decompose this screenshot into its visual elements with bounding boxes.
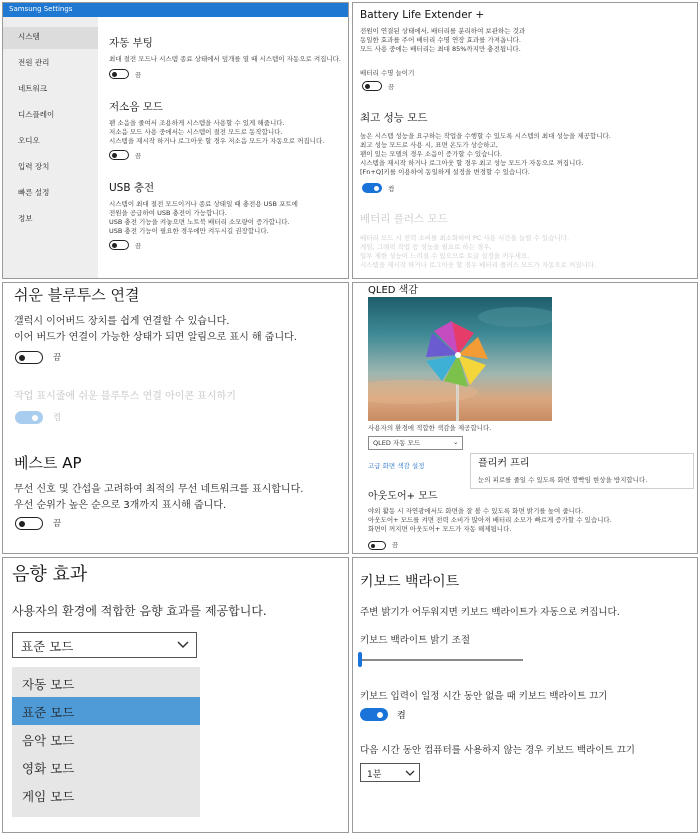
ble-toggle-label: 배터리 수명 늘이기 [360, 69, 415, 77]
chevron-down-icon: ⌄ [453, 438, 459, 446]
window-title: Samsung Settings [9, 5, 73, 13]
max-perf-state: 켬 [388, 185, 395, 193]
ble-state: 끔 [388, 83, 395, 91]
pinwheel-illustration [368, 297, 552, 421]
sound-effect-title: 음향 효과 [12, 564, 88, 585]
kb-backlight-desc: 주변 밝기가 어두워지면 키보드 백라이트가 자동으로 켜집니다. [360, 607, 620, 618]
outdoor-state: 끔 [392, 541, 399, 549]
battery-plus-title: 배터리 플러스 모드 [360, 213, 448, 225]
chevron-down-icon [177, 641, 189, 649]
best-ap-toggle[interactable] [15, 517, 43, 530]
low-noise-state: 끔 [135, 152, 142, 160]
kb-idle-state: 켬 [397, 711, 406, 721]
usb-charge-title: USB 충전 [109, 182, 155, 194]
sidebar-item-audio[interactable]: 오디오 [18, 136, 40, 145]
sidebar-item-system[interactable]: 시스템 [18, 32, 40, 41]
sound-mode-value: 표준 모드 [21, 639, 74, 654]
usb-charge-desc-2: 전원을 공급하여 USB 충전이 가능합니다. [109, 209, 227, 217]
pinwheel-preview-image [368, 297, 552, 421]
taskbar-icon-state: 켬 [53, 413, 62, 423]
sidebar-item-about[interactable]: 정보 [18, 214, 33, 223]
sound-option-music[interactable]: 음악 모드 [22, 733, 75, 748]
sidebar-item-network[interactable]: 네트워크 [18, 84, 47, 93]
max-perf-desc-4: 시스템을 재시작 하거나 로그아웃 할 경우 최고 성능 모드가 자동으로 꺼집니다. [360, 159, 584, 167]
ble-desc-1: 전원이 연결된 상태에서, 배터리를 분리하여 보관하는 것과 [360, 27, 526, 35]
sound-effect-desc: 사용자의 환경에 적합한 음향 효과를 제공합니다. [12, 604, 267, 618]
best-ap-desc-1: 무선 신호 및 간섭을 고려하여 최적의 무선 네트워크를 표시합니다. [14, 484, 304, 495]
ble-toggle[interactable] [362, 81, 382, 91]
advanced-color-link[interactable]: 고급 화면 색감 설정 [368, 462, 425, 470]
sound-option-auto[interactable]: 자동 모드 [22, 677, 75, 692]
max-perf-title: 최고 성능 모드 [360, 112, 428, 124]
usb-charge-desc-1: 시스템이 최대 절전 모드이거나 종료 상태일 때 충전용 USB 포트에 [109, 200, 298, 208]
low-noise-desc-2: 저소음 모드 사용 중에서는 시스템이 절전 모드로 동작합니다. [109, 128, 283, 136]
taskbar-icon-label: 작업 표시줄에 쉬운 블루투스 연결 아이콘 표시하기 [14, 391, 236, 402]
qled-mode-value: QLED 자동 모드 [373, 439, 421, 447]
low-noise-desc-1: 팬 소음을 줄여서 조용하게 시스템을 사용할 수 있게 해줍니다. [109, 119, 285, 127]
sound-option-standard[interactable]: 표준 모드 [12, 697, 200, 725]
auto-boot-state: 끔 [135, 71, 142, 79]
kb-brightness-slider[interactable] [360, 659, 523, 661]
qled-mode-select[interactable] [368, 436, 463, 450]
usb-charge-toggle[interactable] [109, 240, 129, 250]
kb-timeout-label: 다음 시간 동안 컴퓨터를 사용하지 않는 경우 키보드 백라이트 끄기 [360, 745, 635, 756]
outdoor-toggle[interactable] [368, 541, 386, 550]
sound-mode-select[interactable] [12, 632, 197, 658]
sidebar-item-power[interactable]: 전원 관리 [18, 58, 50, 67]
auto-boot-toggle[interactable] [109, 69, 129, 79]
max-perf-desc-3: 팬이 있는 모델의 경우 소음이 증가할 수 있습니다. [360, 150, 503, 158]
battery-plus-desc-1: 배터리 모드 시 전력 소비를 최소화하여 PC 사용 시간을 늘릴 수 있습니다. [360, 234, 570, 242]
usb-charge-desc-3: USB 충전 기능을 켜놓으면 노트북 배터리 소모량이 증가합니다. [109, 218, 290, 226]
usb-charge-state: 끔 [135, 242, 142, 250]
easy-bt-desc-2: 이어 버드가 연결이 가능한 상태가 되면 알림으로 표시 해 줍니다. [14, 332, 297, 343]
max-perf-desc-1: 높은 시스템 성능을 요구하는 작업을 수행할 수 있도록 시스템의 최대 성능을 제공합니다. [360, 132, 611, 140]
best-ap-desc-2: 우선 순위가 높은 순으로 3개까지 표시해 줍니다. [14, 500, 227, 511]
easy-bt-desc-1: 갤럭시 이어버드 장치를 쉽게 연결할 수 있습니다. [14, 316, 230, 327]
sidebar-item-input[interactable]: 입력 장치 [18, 162, 50, 171]
ble-desc-3: 모드 사용 중에는 배터리는 최대 85%까지만 충전됩니다. [360, 45, 521, 53]
ble-title: Battery Life Extender + [360, 9, 485, 21]
best-ap-state: 끔 [53, 519, 62, 529]
flicker-free-desc: 눈의 피로를 줄일 수 있도록 화면 깜빡임 현상을 방지합니다. [478, 476, 648, 484]
auto-boot-desc: 최대 절전 모드나 시스템 종료 상태에서 덮개를 열 때 시스템이 자동으로 켜집니다. [109, 55, 342, 63]
qled-title: QLED 색감 [368, 285, 418, 296]
easy-bt-toggle[interactable] [15, 351, 43, 364]
sound-mode-dropdown [12, 667, 200, 817]
title-bar [3, 3, 349, 17]
sound-option-movie[interactable]: 영화 모드 [22, 761, 75, 776]
outdoor-desc-2: 아웃도어+ 모드를 켜면 전력 소비가 많아져 배터리 소모가 빠르게 증가할 수 있습니다. [368, 516, 612, 524]
low-noise-desc-3: 시스템을 재시작 하거나 로그아웃 할 경우 저소음 모드가 자동으로 꺼집니다. [109, 137, 325, 145]
low-noise-title: 저소음 모드 [109, 101, 164, 113]
low-noise-toggle[interactable] [109, 150, 129, 160]
easy-bt-state: 끔 [53, 353, 62, 363]
outdoor-desc-3: 화면이 꺼지면 아웃도어+ 모드가 자동 해제됩니다. [368, 525, 512, 533]
max-perf-desc-5: [Fn+Q]키를 이용하여 동일하게 설정을 변경할 수 있습니다. [360, 168, 530, 176]
kb-timeout-select[interactable] [360, 763, 420, 782]
auto-boot-title: 자동 부팅 [109, 37, 153, 49]
sound-option-game[interactable]: 게임 모드 [22, 789, 75, 804]
usb-charge-desc-4: USB 충전 기능이 필요한 경우에만 켜두시길 권장합니다. [109, 227, 269, 235]
easy-bt-title: 쉬운 블루투스 연결 [14, 286, 140, 304]
sidebar-item-quick-settings[interactable]: 빠른 설정 [18, 188, 50, 197]
taskbar-icon-toggle [15, 411, 43, 424]
max-perf-desc-2: 최고 성능 모드로 사용 시, 표면 온도가 상승하고, [360, 141, 498, 149]
kb-brightness-label: 키보드 백라이트 밝기 조절 [360, 635, 471, 646]
kb-idle-label: 키보드 입력이 일정 시간 동안 없을 때 키보드 백라이트 끄기 [360, 691, 608, 702]
outdoor-title: 아웃도어+ 모드 [368, 491, 438, 502]
kb-brightness-slider-thumb[interactable] [358, 652, 362, 667]
kb-timeout-value: 1분 [367, 770, 382, 780]
qled-desc: 사용자의 환경에 적합한 색감을 제공합니다. [368, 424, 492, 432]
battery-plus-desc-2: 게임, 그래픽 작업 등 성능을 필요로 하는 경우, [360, 243, 492, 251]
max-perf-toggle[interactable] [362, 183, 382, 193]
flicker-free-title: 플리커 프리 [478, 458, 530, 469]
kb-backlight-title: 키보드 백라이트 [360, 574, 460, 590]
outdoor-desc-1: 야외 활동 시 자연광에서도 화면을 잘 볼 수 있도록 화면 밝기를 높여 줍니다. [368, 507, 584, 515]
battery-plus-desc-3: 일부 제한 성능이 느려질 수 있으므로 토글 설정을 꺼두세요. [360, 252, 530, 260]
chevron-down-icon [405, 770, 415, 776]
ble-desc-2: 동일한 효과를 주어 배터리 수명 연장 효과를 가져옵니다. [360, 36, 521, 44]
kb-idle-toggle[interactable] [360, 708, 388, 721]
system-settings-window [2, 2, 349, 279]
sidebar-item-display[interactable]: 디스플레이 [18, 110, 55, 119]
battery-plus-desc-4: 시스템을 재시작 하거나 로그아웃 할 경우 배터리 플러스 모드가 자동으로 꺼집니다. [360, 261, 597, 269]
best-ap-title: 베스트 AP [14, 454, 82, 472]
